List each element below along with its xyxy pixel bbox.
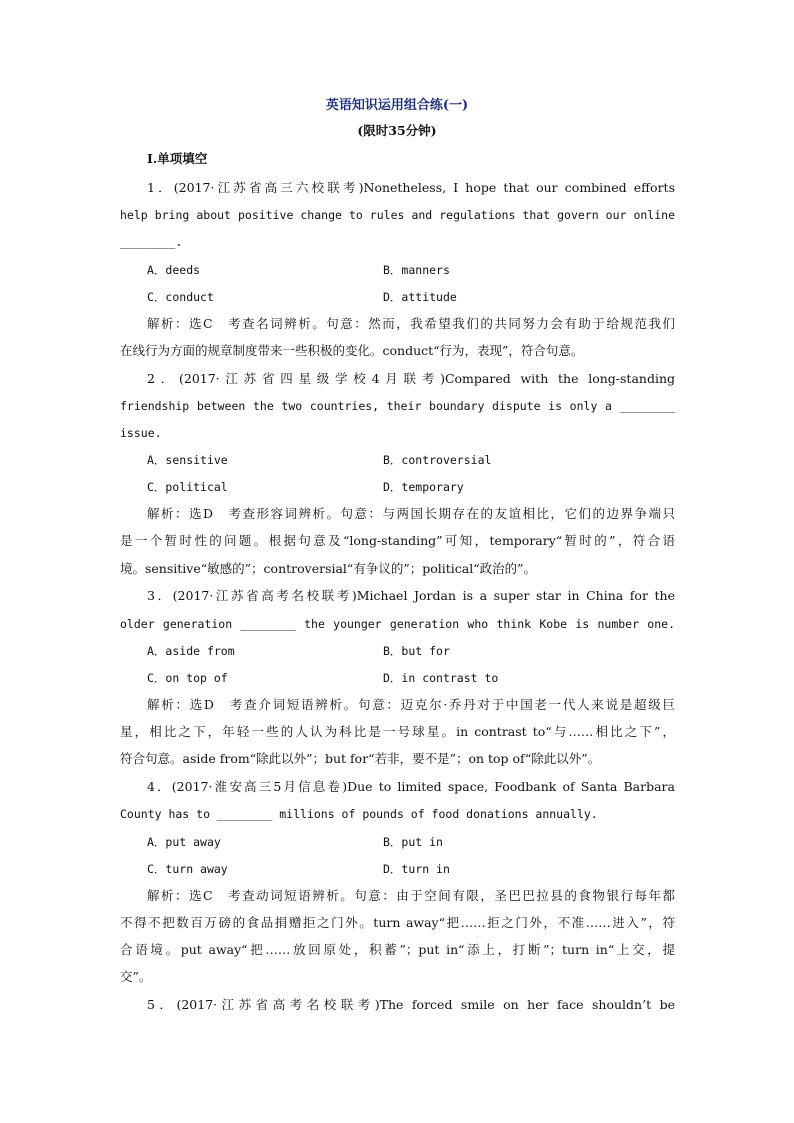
explanation-2: 解析：选D 考查形容词辨析。句意：与两国长期存在的友谊相比，它们的边界争端只: [147, 506, 675, 521]
option-a: A．aside from: [147, 644, 235, 658]
explanation-2-line: 境。sensitive“敏感的”；controversial“有争议的”；political“政治的”。: [120, 561, 536, 576]
question-4-stem-line: County has to ________ millions of pounds of food donations annually.: [120, 807, 598, 821]
question-2-stem-line: friendship between the two countries, their boundary dispute is only a ________: [120, 399, 675, 413]
question-1-stem-line: help bring about positive change to rules and regulations that govern our online: [120, 208, 675, 222]
option-c: C．on top of: [147, 671, 228, 685]
option-a: A．deeds: [147, 263, 201, 277]
option-a: A．sensitive: [147, 453, 228, 467]
option-c: C．turn away: [147, 862, 228, 876]
explanation-4: 解析：选C 考查动词短语辨析。句意：由于空间有限，圣巴巴拉县的食物银行每年都: [147, 888, 675, 903]
question-2-stem-line: issue.: [120, 426, 162, 440]
question-2-stem: 2．(2017·江苏省四星级学校4月联考)Compared with the long-standing: [147, 371, 675, 386]
explanation-3-line: 符合句意。aside from“除此以外”；but for“若非，要不是”；on top of“除此以外”。: [120, 751, 601, 766]
explanation-3-line: 星，相比之下，年轻一些的人认为科比是一号球星。in contrast to“与……相比之下”，: [120, 724, 675, 739]
option-d: D．attitude: [383, 290, 457, 304]
question-3-stem: 3．(2017·江苏省高考名校联考)Michael Jordan is a super star in China for the: [147, 588, 675, 603]
question-5-stem: 5．(2017·江苏省高考名校联考)The forced smile on her face shouldn’t be: [147, 997, 675, 1012]
option-d: D．in contrast to: [383, 671, 499, 685]
question-1-stem-line: ________.: [120, 235, 183, 249]
question-3-stem-line: older generation ________ the younger generation who think Kobe is number one.: [120, 617, 675, 631]
question-1-stem: 1．(2017·江苏省高三六校联考)Nonetheless, I hope that our combined efforts: [147, 180, 675, 195]
option-b: B．but for: [383, 644, 450, 658]
option-b: B．controversial: [383, 453, 492, 467]
option-b: B．put in: [383, 835, 443, 849]
option-b: B．manners: [383, 263, 450, 277]
option-d: D．turn in: [383, 862, 450, 876]
option-c: C．conduct: [147, 290, 214, 304]
option-c: C．political: [147, 480, 228, 494]
explanation-1: 解析：选C 考查名词辨析。句意：然而，我希望我们的共同努力会有助于给规范我们: [147, 316, 675, 331]
option-d: D．temporary: [383, 480, 464, 494]
explanation-4-line: 交”。: [120, 969, 152, 984]
question-4-stem: 4．(2017·淮安高三5月信息卷)Due to limited space, Foodbank of Santa Barbara: [147, 779, 675, 794]
explanation-2-line: 是一个暂时性的问题。根据句意及“long-standing”可知，temporary“暂时的”，符合语: [120, 533, 675, 548]
option-a: A．put away: [147, 835, 221, 849]
section-heading: Ⅰ.单项填空: [147, 151, 208, 166]
explanation-1-line: 在线行为方面的规章制度带来一些积极的变化。conduct“行为，表现”，符合句意。: [120, 343, 584, 358]
explanation-4-line: 不得不把数百万磅的食品捐赠拒之门外。turn away“把……拒之门外，不准……进入”，符: [120, 915, 675, 930]
time-limit: (限时35分钟): [357, 123, 437, 138]
explanation-4-line: 合语境。put away“把……放回原处，积蓄”；put in“添上，打断”；turn in“上交，提: [120, 942, 675, 957]
explanation-3: 解析：选D 考查介词短语辨析。句意：迈克尔·乔丹对于中国老一代人来说是超级巨: [147, 697, 675, 712]
page-title: 英语知识运用组合练(一): [325, 98, 469, 113]
